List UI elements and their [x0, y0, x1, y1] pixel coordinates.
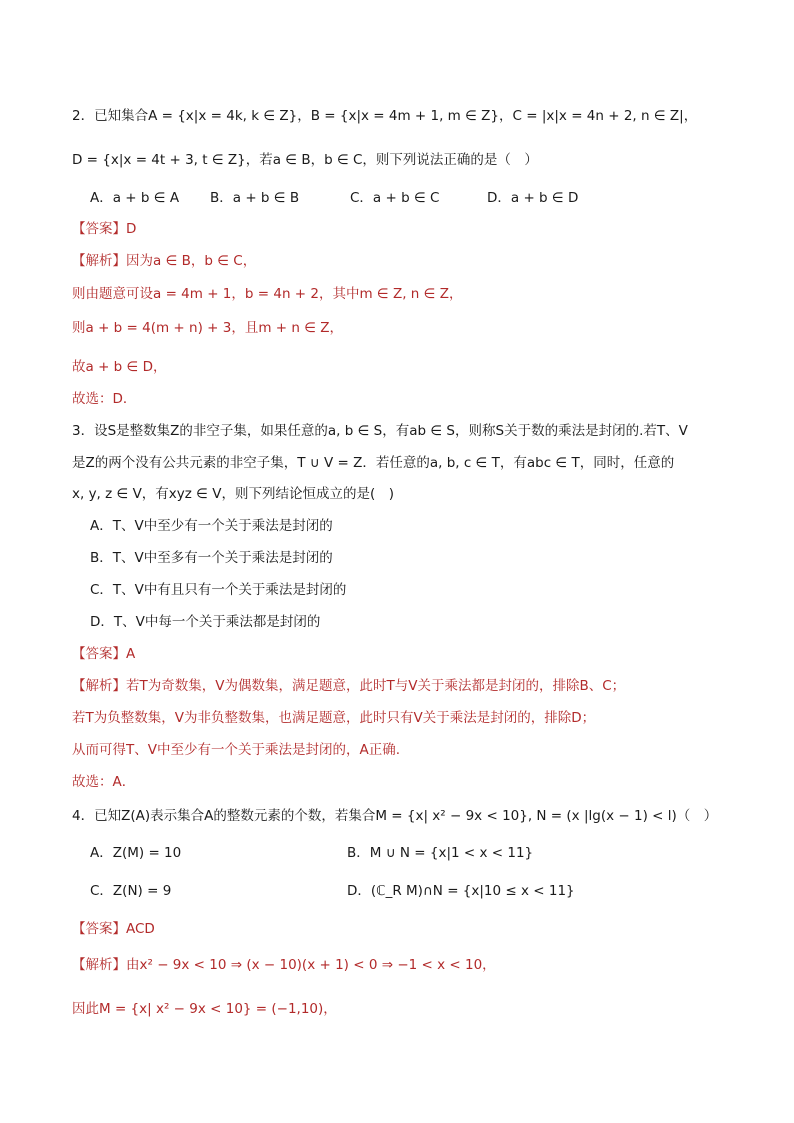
q4-option-c: C．Z(N) = 9 — [90, 883, 172, 899]
q2-option-b: B．a + b ∈ B — [210, 190, 300, 206]
analysis-tag: 【解析】 — [72, 678, 126, 694]
answer-tag: 【答案】 — [72, 646, 126, 662]
q2-option-a: A．a + b ∈ A — [90, 190, 180, 206]
q2-analysis-line4: 故a + b ∈ D， — [72, 359, 167, 375]
q4-answer-line — [72, 919, 155, 939]
q3-answer: A — [126, 646, 136, 662]
q2-option-d: D．a + b ∈ D — [487, 190, 579, 206]
q3-option-a: A．T、V中至少有一个关于乘法是封闭的 — [90, 518, 333, 534]
q3-stem-line1: 3．设S是整数集Z的非空子集，如果任意的a, b ∈ S，有ab ∈ S，则称S关于数的乘法是封闭的.若T、V — [72, 423, 688, 439]
q2-analysis-text: 因为a ∈ B，b ∈ C， — [126, 253, 257, 269]
q2-stem-line1: 2．已知集合A = {x|x = 4k, k ∈ Z}，B = {x|x = 4m + 1, m ∈ Z}，C = |x|x = 4n + 2, n ∈ Z|， — [72, 108, 698, 124]
q3-option-d: D．T、V中每一个关于乘法都是封闭的 — [90, 614, 321, 630]
q3-answer-line — [72, 644, 135, 664]
q4-analysis-line1 — [72, 955, 496, 975]
q2-answer: D — [126, 221, 137, 237]
q2-analysis-line2: 则由题意可设a = 4m + 1，b = 4n + 2，其中m ∈ Z, n ∈ Z， — [72, 286, 463, 302]
q3-option-c: C．T、V中有且只有一个关于乘法是封闭的 — [90, 582, 347, 598]
q4-stem: 4．已知Z(A)表示集合A的整数元素的个数，若集合M = {x| x² − 9x < 10}, N = (x |lg(x − 1) < l)（ ） — [72, 808, 718, 824]
q3-analysis-line2: 若T为负整数集，V为非负整数集，也满足题意，此时只有V关于乘法是封闭的，排除D； — [72, 710, 596, 726]
q3-analysis-text: 若T为奇数集，V为偶数集，满足题意，此时T与V关于乘法都是封闭的，排除B、C； — [126, 678, 626, 694]
q3-stem-line3: x, y, z ∈ V，有xyz ∈ V，则下列结论恒成立的是( ) — [72, 486, 394, 502]
q4-answer: ACD — [126, 921, 155, 937]
q3-analysis-line3: 从而可得T、V中至少有一个关于乘法是封闭的，A正确. — [72, 742, 401, 758]
q3-analysis-line1 — [72, 676, 625, 696]
q4-option-a: A．Z(M) = 10 — [90, 845, 182, 861]
q2-analysis-line1 — [72, 251, 256, 271]
q2-stem-line2: D = {x|x = 4t + 3, t ∈ Z}，若a ∈ B，b ∈ C，则下列说法正确的是（ ） — [72, 152, 538, 168]
answer-tag: 【答案】 — [72, 221, 126, 237]
q2-analysis-line5: 故选：D． — [72, 391, 137, 407]
q4-analysis-text: 由x² − 9x < 10 ⇒ (x − 10)(x + 1) < 0 ⇒ −1 < x < 10， — [126, 957, 496, 973]
q2-analysis-line3: 则a + b = 4(m + n) + 3，且m + n ∈ Z， — [72, 320, 344, 336]
analysis-tag: 【解析】 — [72, 253, 126, 269]
q3-analysis-line4: 故选：A． — [72, 774, 136, 790]
q2-answer-line — [72, 219, 136, 239]
q4-option-d: D．(ℂ_R M)∩N = {x|10 ≤ x < 11} — [347, 883, 575, 899]
answer-tag: 【答案】 — [72, 921, 126, 937]
q3-stem-line2: 是Z的两个没有公共元素的非空子集，T ∪ V = Z．若任意的a, b, c ∈ T，有abc ∈ T，同时，任意的 — [72, 455, 675, 471]
analysis-tag: 【解析】 — [72, 957, 126, 973]
q3-option-b: B．T、V中至多有一个关于乘法是封闭的 — [90, 550, 333, 566]
q4-option-b: B．M ∪ N = {x|1 < x < 11} — [347, 845, 534, 861]
q4-analysis-line2: 因此M = {x| x² − 9x < 10} = (−1,10)， — [72, 1001, 337, 1017]
q2-option-c: C．a + b ∈ C — [350, 190, 440, 206]
